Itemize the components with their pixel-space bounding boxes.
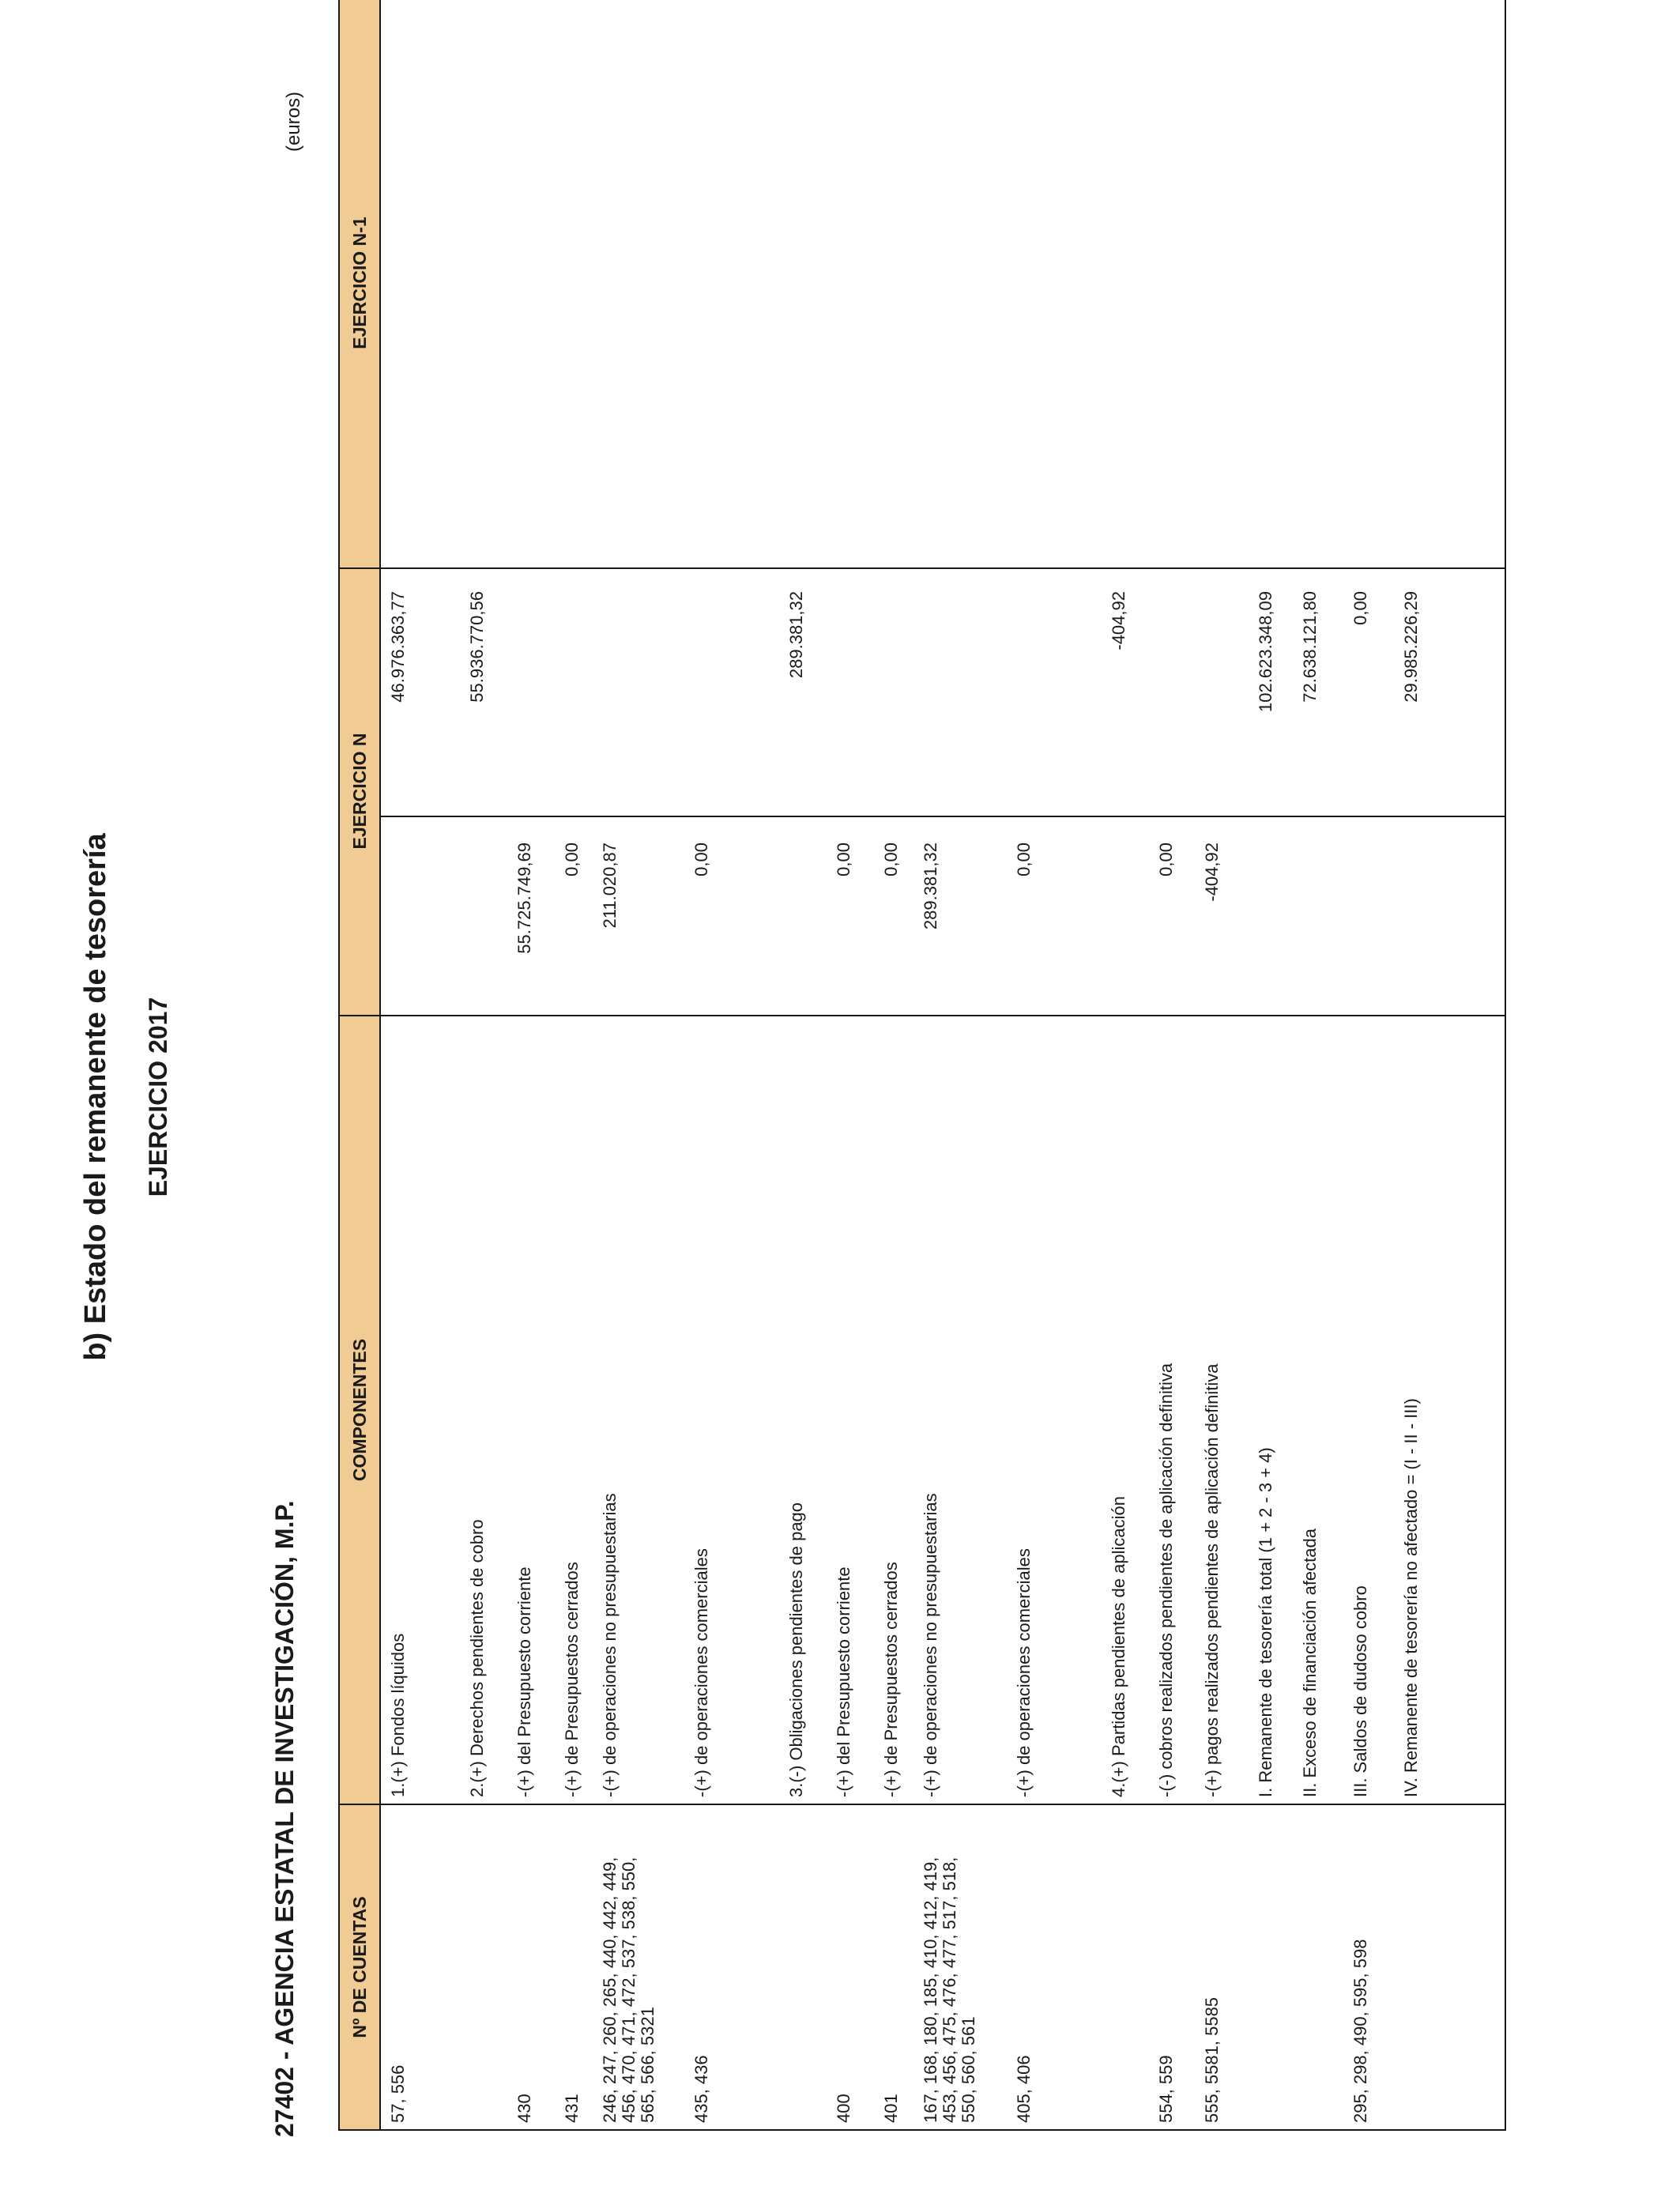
treasury-remainder-table — [338, 0, 1506, 2131]
total-amount: 72.638.121,80 — [1300, 591, 1320, 703]
account-numbers: 435, 436 — [691, 2055, 711, 2123]
account-numbers: 555, 5581, 5585 — [1202, 1996, 1222, 2123]
total-amount: 102.623.348,09 — [1256, 591, 1275, 712]
component-label: II. Exceso de financiación afectada — [1300, 1529, 1320, 1797]
detail-amount: 55.725.749,69 — [514, 843, 534, 954]
entity-name: 27402 - AGENCIA ESTATAL DE INVESTIGACIÓN, M.P. — [270, 1500, 299, 2137]
detail-amount: 0,00 — [881, 843, 901, 876]
table-header — [340, 0, 381, 2129]
currency-unit: (euros) — [283, 91, 304, 152]
account-numbers: 401 — [881, 2094, 901, 2123]
component-label: -(-) cobros realizados pendientes de aplicación definitiva — [1156, 1363, 1176, 1797]
detail-amount: 0,00 — [1156, 843, 1176, 876]
column-divider — [340, 1804, 1506, 1805]
column-divider-inner — [381, 816, 1506, 817]
document-subtitle: EJERCICIO 2017 — [144, 997, 172, 1197]
component-label: 4.(+) Partidas pendientes de aplicación — [1109, 1496, 1128, 1797]
component-label: 2.(+) Derechos pendientes de cobro — [467, 1519, 487, 1797]
column-header-components: COMPONENTES — [349, 1338, 370, 1482]
account-numbers: 554, 559 — [1156, 2055, 1176, 2123]
detail-amount: 0,00 — [834, 843, 853, 876]
component-label: -(+) de Presupuestos cerrados — [881, 1562, 901, 1797]
account-numbers: 400 — [834, 2094, 853, 2123]
account-numbers: 430 — [514, 2094, 534, 2123]
component-label: -(+) pagos realizados pendientes de aplicación definitiva — [1202, 1363, 1222, 1797]
total-amount: 0,00 — [1350, 591, 1370, 625]
account-numbers: 405, 406 — [1014, 2055, 1034, 2123]
detail-amount: 0,00 — [1014, 843, 1034, 876]
document-title: b) Estado del remanente de tesorería — [79, 833, 112, 1361]
component-label: -(+) de operaciones comerciales — [1014, 1548, 1034, 1797]
component-label: I. Remanente de tesorería total (1 + 2 - 3 + 4) — [1256, 1447, 1275, 1797]
detail-amount: 211.020,87 — [600, 843, 620, 929]
account-numbers: 57, 556 — [388, 2064, 408, 2123]
column-header-previous-year: EJERCICIO N-1 — [349, 217, 370, 349]
component-label: -(+) de operaciones comerciales — [691, 1548, 711, 1797]
component-label: -(+) del Presupuesto corriente — [834, 1566, 853, 1797]
total-amount: 46.976.363,77 — [388, 591, 408, 703]
total-amount: -404,92 — [1109, 591, 1128, 650]
column-header-current-year: EJERCICIO N — [349, 733, 370, 850]
component-label: -(+) de Presupuestos cerrados — [562, 1562, 582, 1797]
detail-amount: 0,00 — [562, 843, 582, 876]
account-numbers: 167, 168, 180, 185, 410, 412, 419, 453, 456, 475, 476, 477, 517, 518, 550, 560, 561 — [921, 1857, 978, 2123]
column-header-accounts: Nº DE CUENTAS — [349, 1896, 370, 2038]
component-label: -(+) de operaciones no presupuestarias — [600, 1493, 620, 1797]
component-label: -(+) de operaciones no presupuestarias — [921, 1493, 940, 1797]
detail-amount: 0,00 — [691, 843, 711, 876]
component-label: 3.(-) Obligaciones pendientes de pago — [786, 1502, 806, 1797]
component-label: 1.(+) Fondos líquidos — [388, 1633, 408, 1797]
detail-amount: 289.381,32 — [921, 843, 940, 930]
detail-amount: -404,92 — [1202, 843, 1222, 902]
account-numbers: 431 — [562, 2094, 582, 2123]
column-divider — [340, 567, 1506, 569]
component-label: III. Saldos de dudoso cobro — [1350, 1585, 1370, 1797]
total-amount: 29.985.226,29 — [1401, 591, 1421, 703]
column-divider — [340, 1015, 1506, 1016]
account-numbers: 246, 247, 260, 265, 440, 442, 449, 456, 470, 471, 472, 537, 538, 550, 565, 566, 5321 — [600, 1857, 657, 2123]
total-amount: 55.936.770,56 — [467, 591, 487, 703]
component-label: -(+) del Presupuesto corriente — [514, 1566, 534, 1797]
account-numbers: 295, 298, 490, 595, 598 — [1350, 1939, 1370, 2123]
total-amount: 289.381,32 — [786, 591, 806, 679]
component-label: IV. Remanente de tesorería no afectado = (I - II - III) — [1401, 1398, 1421, 1797]
